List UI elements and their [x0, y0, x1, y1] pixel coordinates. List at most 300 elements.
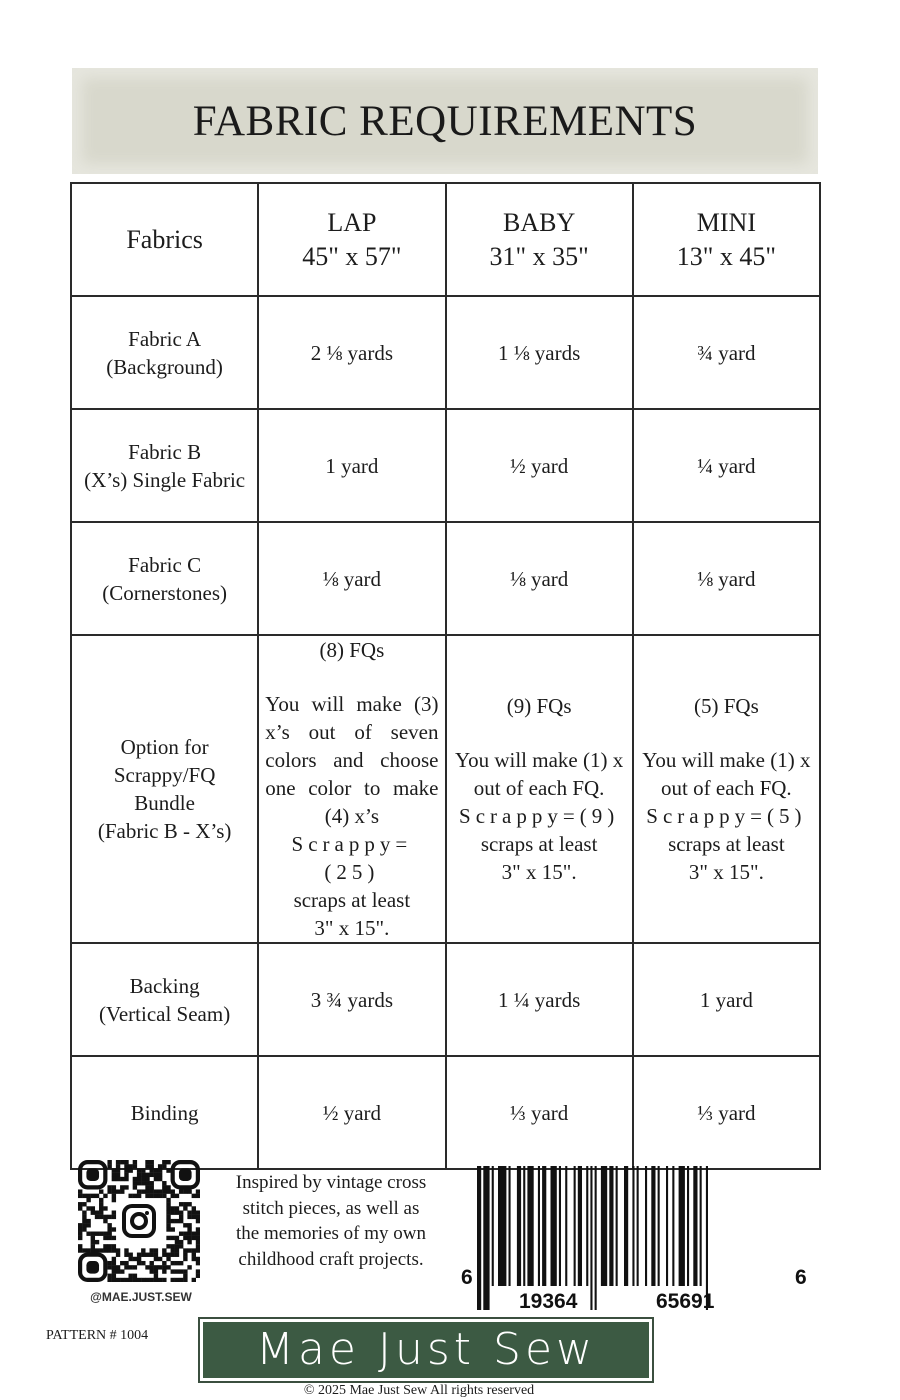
- qr-module: [95, 1215, 99, 1219]
- fq-count: (5) FQs: [693, 694, 759, 718]
- qr-module: [166, 1168, 170, 1172]
- qr-module: [187, 1236, 191, 1240]
- row-label-line: Fabric C: [128, 552, 202, 577]
- qr-module: [154, 1173, 158, 1177]
- scrappy-size-line: scraps at least: [480, 832, 598, 856]
- row-label-line: Backing: [129, 973, 200, 998]
- header-fabrics-label: Fabrics: [126, 224, 203, 254]
- barcode-left-digit: 6: [461, 1266, 473, 1289]
- scrappy-instructions: You will make (1) x out of each FQ.: [642, 748, 811, 800]
- barcode-bar: [590, 1166, 592, 1310]
- table-header-row: [71, 183, 820, 296]
- table-row-scrappy: [71, 635, 820, 943]
- qr-module: [78, 1206, 82, 1210]
- qr-module: [133, 1164, 137, 1168]
- qr-module: [99, 1202, 103, 1206]
- qr-module: [192, 1253, 196, 1257]
- table-cell: ⅛ yard: [633, 522, 820, 635]
- qr-module: [150, 1164, 154, 1168]
- qr-module: [192, 1248, 196, 1252]
- qr-module: [179, 1189, 183, 1193]
- fq-count: (9) FQs: [506, 694, 572, 718]
- qr-module: [91, 1236, 95, 1240]
- qr-module: [86, 1248, 90, 1252]
- row-label-line: Scrappy/FQ: [113, 763, 216, 787]
- qr-module: [187, 1189, 191, 1193]
- qr-module: [162, 1194, 166, 1198]
- qr-module: [179, 1269, 183, 1273]
- qr-module: [82, 1227, 86, 1231]
- qr-module: [187, 1232, 191, 1236]
- brand-name: Mae Just Sew: [256, 1324, 596, 1375]
- qr-module: [166, 1227, 170, 1231]
- qr-module: [78, 1244, 82, 1248]
- qr-module: [175, 1278, 179, 1282]
- qr-module: [145, 1189, 149, 1193]
- scrappy-size-line: 3" x 15".: [314, 916, 390, 940]
- qr-module: [78, 1202, 82, 1206]
- qr-module: [175, 1269, 179, 1273]
- qr-module: [162, 1181, 166, 1185]
- qr-module: [124, 1185, 128, 1189]
- qr-module: [116, 1248, 120, 1252]
- pattern-blurb: [222, 1170, 440, 1272]
- instagram-handle: @MAE.JUST.SEW: [90, 1290, 192, 1304]
- qr-module: [91, 1240, 95, 1244]
- qr-module: [112, 1227, 116, 1231]
- qr-module: [82, 1210, 86, 1214]
- table-cell: ½ yard: [446, 409, 633, 522]
- qr-module: [196, 1232, 200, 1236]
- qr-module: [166, 1206, 170, 1210]
- qr-module: [112, 1194, 116, 1198]
- qr-module: [196, 1227, 200, 1231]
- row-label-line: Fabric A: [128, 326, 202, 351]
- qr-module: [171, 1236, 175, 1240]
- qr-module: [145, 1164, 149, 1168]
- qr-module: [145, 1160, 149, 1164]
- fq-count: (8) FQs: [319, 638, 385, 662]
- qr-module: [171, 1261, 175, 1265]
- qr-module: [112, 1189, 116, 1193]
- row-label: [71, 635, 258, 943]
- table-cell: ½ yard: [258, 1056, 445, 1169]
- qr-module: [112, 1236, 116, 1240]
- table-row: [71, 296, 820, 409]
- table-cell: 3 ¾ yards: [258, 943, 445, 1056]
- header-lap-size: 45" x 57": [302, 241, 402, 271]
- qr-module: [91, 1194, 95, 1198]
- qr-module: [128, 1265, 132, 1269]
- qr-module: [107, 1185, 111, 1189]
- qr-module: [107, 1227, 111, 1231]
- row-label: [71, 296, 258, 409]
- qr-module: [162, 1160, 166, 1164]
- qr-module: [183, 1248, 187, 1252]
- qr-module: [116, 1177, 120, 1181]
- upc-barcode-icon: [455, 1162, 820, 1317]
- barcode-bar: [666, 1166, 668, 1286]
- qr-module: [150, 1189, 154, 1193]
- qr-module: [183, 1278, 187, 1282]
- table-cell-scrappy-baby: [446, 635, 633, 943]
- qr-module: [141, 1278, 145, 1282]
- qr-module: [137, 1257, 141, 1261]
- header-lap: [258, 183, 445, 296]
- qr-code-graphic: [78, 1160, 200, 1282]
- blurb-line: the memories of my own: [236, 1223, 426, 1244]
- qr-module: [166, 1244, 170, 1248]
- qr-module: [154, 1248, 158, 1252]
- qr-module: [112, 1257, 116, 1261]
- qr-module: [124, 1261, 128, 1265]
- qr-module: [141, 1248, 145, 1252]
- qr-module: [150, 1278, 154, 1282]
- barcode-bar: [687, 1166, 689, 1286]
- qr-module: [128, 1168, 132, 1172]
- qr-module: [116, 1265, 120, 1269]
- qr-module: [133, 1194, 137, 1198]
- qr-module: [162, 1269, 166, 1273]
- row-label-line: Option for: [120, 735, 209, 759]
- qr-module: [141, 1189, 145, 1193]
- barcode-bar: [523, 1166, 525, 1286]
- qr-module: [137, 1253, 141, 1257]
- row-label-line: (Fabric B - X’s): [97, 819, 232, 843]
- qr-module: [154, 1269, 158, 1273]
- qr-module: [78, 1189, 82, 1193]
- qr-module: [187, 1265, 191, 1269]
- qr-module: [91, 1248, 95, 1252]
- qr-module: [112, 1177, 116, 1181]
- barcode-bar: [693, 1166, 697, 1286]
- table-cell: 1 ⅛ yards: [446, 296, 633, 409]
- barcode-bar: [483, 1166, 489, 1310]
- qr-module: [196, 1269, 200, 1273]
- barcode-bar: [586, 1166, 588, 1286]
- spacer: [453, 720, 626, 746]
- qr-module: [103, 1206, 107, 1210]
- qr-finder-pattern: [173, 1162, 198, 1187]
- blurb-line: stitch pieces, as well as: [242, 1197, 420, 1219]
- qr-module: [141, 1173, 145, 1177]
- qr-module: [99, 1215, 103, 1219]
- qr-module: [150, 1248, 154, 1252]
- qr-module: [91, 1210, 95, 1214]
- qr-module: [196, 1261, 200, 1265]
- qr-module: [171, 1244, 175, 1248]
- brand-logo-fill: [203, 1322, 649, 1378]
- barcode-group-2: 65691: [656, 1290, 715, 1313]
- table-cell-scrappy-mini: [633, 635, 820, 943]
- table-row: [71, 522, 820, 635]
- qr-module: [78, 1248, 82, 1252]
- qr-module: [112, 1278, 116, 1282]
- qr-module: [179, 1240, 183, 1244]
- qr-module: [86, 1219, 90, 1223]
- qr-module: [162, 1248, 166, 1252]
- pattern-number: PATTERN # 1004: [46, 1328, 149, 1343]
- qr-module: [86, 1206, 90, 1210]
- qr-module: [107, 1232, 111, 1236]
- qr-module: [120, 1261, 124, 1265]
- qr-module: [171, 1278, 175, 1282]
- qr-module: [103, 1232, 107, 1236]
- qr-module: [187, 1223, 191, 1227]
- row-label-line: (X’s) Single Fabric: [84, 467, 246, 492]
- barcode-bar: [658, 1166, 660, 1286]
- qr-module: [175, 1261, 179, 1265]
- qr-module: [133, 1177, 137, 1181]
- qr-module: [183, 1189, 187, 1193]
- qr-module: [145, 1265, 149, 1269]
- barcode-group-1: 19364: [519, 1290, 578, 1313]
- blurb-line: childhood craft projects.: [238, 1248, 424, 1270]
- barcode-bar: [527, 1166, 533, 1286]
- qr-module: [166, 1219, 170, 1223]
- qr-module: [183, 1274, 187, 1278]
- qr-module: [187, 1215, 191, 1219]
- qr-module: [150, 1185, 154, 1189]
- row-label-line: Binding: [130, 1100, 199, 1125]
- barcode-bar: [706, 1166, 708, 1310]
- qr-module: [86, 1194, 90, 1198]
- copyright-notice: © 2025 Mae Just Sew All rights reserved: [303, 1383, 535, 1398]
- qr-module: [128, 1194, 132, 1198]
- qr-module: [95, 1240, 99, 1244]
- qr-module: [116, 1278, 120, 1282]
- qr-module: [107, 1189, 111, 1193]
- barcode-bar: [574, 1166, 576, 1286]
- qr-module: [196, 1248, 200, 1252]
- qr-module: [112, 1274, 116, 1278]
- qr-module: [162, 1185, 166, 1189]
- barcode-bar: [492, 1166, 494, 1286]
- barcode-bar: [679, 1166, 685, 1286]
- qr-module: [196, 1194, 200, 1198]
- scrappy-size-line: 3" x 15".: [688, 860, 764, 884]
- qr-module: [82, 1223, 86, 1227]
- qr-module: [95, 1248, 99, 1252]
- qr-module: [150, 1261, 154, 1265]
- qr-module: [137, 1173, 141, 1177]
- qr-module: [99, 1198, 103, 1202]
- header-lap-name: LAP: [327, 207, 377, 237]
- barcode-bar: [477, 1166, 481, 1310]
- qr-module: [192, 1278, 196, 1282]
- qr-module: [192, 1194, 196, 1198]
- qr-module: [145, 1185, 149, 1189]
- qr-module: [78, 1194, 82, 1198]
- table-row: [71, 1056, 820, 1169]
- qr-module: [192, 1236, 196, 1240]
- qr-module: [187, 1210, 191, 1214]
- instagram-qr-code-icon: [78, 1160, 200, 1282]
- qr-module: [133, 1160, 137, 1164]
- barcode-bar: [509, 1166, 511, 1286]
- qr-module: [187, 1240, 191, 1244]
- scrappy-size-line: scraps at least: [668, 832, 785, 856]
- qr-module: [179, 1232, 183, 1236]
- qr-module: [171, 1253, 175, 1257]
- qr-module: [171, 1227, 175, 1231]
- qr-module: [175, 1248, 179, 1252]
- qr-module: [154, 1278, 158, 1282]
- qr-module: [133, 1181, 137, 1185]
- qr-module: [154, 1168, 158, 1172]
- qr-module: [141, 1177, 145, 1181]
- row-label: [71, 1056, 258, 1169]
- qr-module: [196, 1240, 200, 1244]
- qr-module: [175, 1240, 179, 1244]
- blurb-line: Inspired by vintage cross: [235, 1172, 427, 1193]
- qr-module: [95, 1232, 99, 1236]
- qr-module: [86, 1223, 90, 1227]
- qr-module: [107, 1274, 111, 1278]
- qr-module: [103, 1248, 107, 1252]
- barcode-bar: [551, 1166, 557, 1286]
- barcode-bar: [637, 1166, 639, 1286]
- qr-module: [99, 1232, 103, 1236]
- scrappy-count: Scrappy=(5): [646, 804, 807, 828]
- qr-module: [133, 1265, 137, 1269]
- qr-module: [145, 1177, 149, 1181]
- qr-module: [192, 1215, 196, 1219]
- qr-module: [145, 1253, 149, 1257]
- qr-module: [166, 1257, 170, 1261]
- barcode-bar: [645, 1166, 647, 1286]
- table-cell: 1 yard: [633, 943, 820, 1056]
- qr-module: [196, 1210, 200, 1214]
- barcode-bar: [542, 1166, 546, 1286]
- qr-module: [133, 1278, 137, 1282]
- qr-module: [158, 1164, 162, 1168]
- table-cell-scrappy-lap: [258, 635, 445, 943]
- qr-module: [196, 1236, 200, 1240]
- qr-module: [196, 1215, 200, 1219]
- qr-module: [137, 1181, 141, 1185]
- qr-module: [183, 1206, 187, 1210]
- table-cell: ¼ yard: [633, 409, 820, 522]
- qr-module: [183, 1232, 187, 1236]
- qr-module: [86, 1198, 90, 1202]
- qr-module: [158, 1265, 162, 1269]
- scrappy-instructions: You will make (3) x’s out of seven colors and choose one color to make (4) x’s: [265, 692, 439, 828]
- qr-module: [150, 1269, 154, 1273]
- qr-module: [82, 1248, 86, 1252]
- qr-module: [107, 1261, 111, 1265]
- qr-module: [179, 1244, 183, 1248]
- qr-module: [124, 1164, 128, 1168]
- brand-logo: [198, 1317, 654, 1383]
- qr-module: [137, 1168, 141, 1172]
- qr-module: [86, 1232, 90, 1236]
- barcode-bar: [538, 1166, 540, 1286]
- qr-module: [162, 1189, 166, 1193]
- qr-module: [150, 1253, 154, 1257]
- qr-module: [179, 1219, 183, 1223]
- table-cell: ⅓ yard: [633, 1056, 820, 1169]
- qr-module: [196, 1244, 200, 1248]
- qr-module: [145, 1173, 149, 1177]
- qr-module: [183, 1257, 187, 1261]
- qr-module: [162, 1253, 166, 1257]
- qr-module: [137, 1278, 141, 1282]
- qr-module: [128, 1253, 132, 1257]
- qr-module: [103, 1244, 107, 1248]
- qr-module: [175, 1244, 179, 1248]
- header-mini-size: 13" x 45": [676, 241, 776, 271]
- table-cell: ⅛ yard: [446, 522, 633, 635]
- qr-module: [192, 1232, 196, 1236]
- qr-module: [103, 1194, 107, 1198]
- qr-module: [166, 1198, 170, 1202]
- qr-module: [124, 1160, 128, 1164]
- qr-module: [82, 1202, 86, 1206]
- scrappy-count: Scrappy=(9): [459, 804, 620, 828]
- barcode-bar: [601, 1166, 607, 1286]
- qr-module: [171, 1189, 175, 1193]
- qr-module: [171, 1206, 175, 1210]
- qr-module: [154, 1253, 158, 1257]
- qr-module: [116, 1168, 120, 1172]
- qr-module: [183, 1269, 187, 1273]
- qr-module: [124, 1177, 128, 1181]
- qr-module: [166, 1202, 170, 1206]
- qr-module: [107, 1223, 111, 1227]
- qr-module: [112, 1261, 116, 1265]
- qr-module: [112, 1215, 116, 1219]
- barcode-bar: [565, 1166, 567, 1286]
- qr-module: [124, 1278, 128, 1282]
- qr-module: [91, 1232, 95, 1236]
- row-label-line: (Background): [106, 354, 223, 379]
- qr-module: [116, 1189, 120, 1193]
- qr-module: [116, 1160, 120, 1164]
- qr-module: [158, 1257, 162, 1261]
- qr-module: [124, 1248, 128, 1252]
- qr-module: [196, 1189, 200, 1193]
- qr-module: [150, 1265, 154, 1269]
- qr-module: [145, 1278, 149, 1282]
- spacer: [265, 664, 438, 690]
- qr-module: [112, 1248, 116, 1252]
- qr-module: [120, 1185, 124, 1189]
- qr-finder-pattern: [80, 1162, 105, 1187]
- qr-module: [95, 1194, 99, 1198]
- qr-module: [112, 1244, 116, 1248]
- qr-module: [154, 1257, 158, 1261]
- qr-module: [166, 1253, 170, 1257]
- qr-module: [120, 1278, 124, 1282]
- qr-module: [112, 1173, 116, 1177]
- barcode-bars: [477, 1166, 708, 1310]
- qr-module: [107, 1248, 111, 1252]
- header-baby-name: BABY: [503, 207, 576, 237]
- qr-module: [192, 1257, 196, 1261]
- qr-module: [179, 1215, 183, 1219]
- qr-module: [103, 1215, 107, 1219]
- qr-module: [137, 1194, 141, 1198]
- table-cell: ⅓ yard: [446, 1056, 633, 1169]
- table-row: [71, 943, 820, 1056]
- qr-module: [107, 1236, 111, 1240]
- qr-module: [196, 1219, 200, 1223]
- barcode-bar: [578, 1166, 582, 1286]
- qr-module: [183, 1223, 187, 1227]
- qr-module: [158, 1189, 162, 1193]
- qr-module: [78, 1236, 82, 1240]
